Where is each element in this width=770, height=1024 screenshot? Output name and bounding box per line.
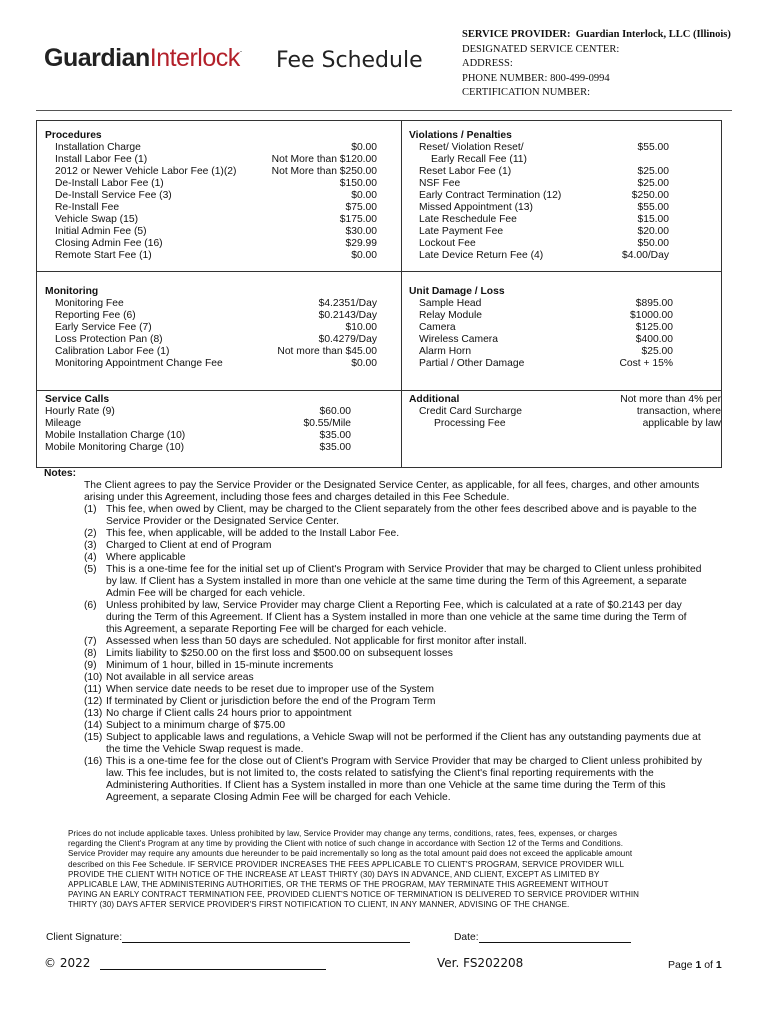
procedures-section [45,130,395,262]
notes-list [44,504,724,804]
fee-label: Closing Admin Fee (16) [55,238,163,249]
fine-print-line: APPLICABLE LAW, THE ADMINISTERING AUTHORITIES, OR THE TERMS OF THE PROGRAM, MAY TERMINATE THIS AGREEMENT WITHOUT [68,880,609,890]
note-item [44,504,724,528]
fee-label: Re-Install Fee [55,202,120,213]
fee-label: Missed Appointment (13) [419,202,533,213]
additional-value-line: applicable by law [642,418,721,429]
fee-value: Not More than $250.00 [271,166,377,177]
fee-row [409,142,717,154]
fee-label: Early Contract Termination (12) [419,190,562,201]
date-field[interactable] [479,932,631,943]
fee-value: $0.55/Mile [303,418,351,429]
fine-print-line: PROVIDE THE CLIENT WITH NOTICE OF THE INCREASE AT LEAST THIRTY (30) DAYS IN ADVANCE, AND CLIENT, EXCEPT AS LIMITED BY [68,869,600,879]
fine-print [68,829,690,911]
fee-row [409,250,717,262]
fee-row [45,142,395,154]
row-divider [37,271,721,272]
note-item [44,552,724,564]
row-divider [37,390,721,391]
column-divider [401,121,402,467]
fee-label: Late Device Return Fee (4) [419,250,544,261]
note-number: (10) [84,672,103,683]
note-line: Agreement, a separate Closing Admin Fee will be charged for each Vehicle. [106,792,451,803]
notes-intro-line: arising under this Agreement, including those fees and charges detailed in this Fee Schedule. [84,492,510,503]
fee-row [409,202,717,214]
fee-row [409,310,717,322]
note-line: Minimum of 1 hour, billed in 15-minute increments [106,660,334,671]
fine-print-line: regarding the Client's Program at any time by providing the Client with notice of such change in accordance with Section 12 of the Terms and Conditions. [68,839,624,849]
note-item [44,648,724,660]
certification-line: CERTIFICATION NUMBER: [462,87,590,98]
fee-row [409,334,717,346]
note-item [44,720,724,732]
note-line: When service date needs to be reset due to improper use of the System [106,684,434,695]
additional-label-line: Credit Card Surcharge [419,406,523,417]
violations-heading: Violations / Penalties [409,130,512,141]
note-line: If terminated by Client or jurisdiction before the end of the Program Term [106,696,436,707]
fee-value: $175.00 [339,214,377,225]
note-item [44,600,724,636]
unit-damage-list [409,298,717,370]
date-row [454,932,631,943]
fee-label: 2012 or Newer Vehicle Labor Fee (1)(2) [55,166,237,177]
date-label: Date: [454,932,479,943]
fee-label: Alarm Horn [419,346,472,357]
fee-value: $15.00 [637,214,669,225]
fee-value: $895.00 [635,298,673,309]
note-line: This is a one-time fee for the close out of Client's Program with Service Provider that may be charged to Client unless prohibited by [106,756,703,767]
fee-label: Early Service Fee (7) [55,322,152,333]
note-item [44,708,724,720]
note-number: (9) [84,660,97,671]
note-number: (4) [84,552,97,563]
fee-label: Mileage [45,418,82,429]
note-line: the time the Vehicle Swap request is made. [106,744,304,755]
fee-label: Initial Admin Fee (5) [55,226,147,237]
fee-label: Mobile Monitoring Charge (10) [45,442,185,453]
note-line: Administering Authorities. If Client has a System installed in more than one Vehicle at the same time during the Term of this [106,780,666,791]
fee-row [409,322,717,334]
note-line: this Agreement, a separate Reporting Fee will be charged for each vehicle. [106,624,447,635]
fee-label: Loss Protection Pan (8) [55,334,163,345]
additional-value-line: transaction, where [636,406,721,417]
fine-print-line: THIRTY (30) DAYS AFTER SERVICE PROVIDER'S FIRST NOTIFICATION TO CLIENT, IN ANY MANNER, ADVISING OF THE CHANGE. [68,900,570,910]
fee-label: De-Install Labor Fee (1) [55,178,164,189]
fee-label: Monitoring Appointment Change Fee [55,358,223,369]
fee-row [45,442,395,454]
fee-row [409,226,717,238]
fee-value: $400.00 [635,334,673,345]
fee-table [36,120,722,468]
note-item [44,564,724,600]
footer-blank-line [100,957,326,970]
notes-section [44,468,724,804]
fee-label: Lockout Fee [419,238,476,249]
fee-row [45,154,395,166]
fine-print-line: Service Provider may require any amounts due hereunder to be paid incrementally so long as the total amount paid does not exceed the applicable amount [68,849,633,859]
fee-value: $150.00 [339,178,377,189]
note-line: This is a one-time fee for the initial set up of Client's Program with Service Provider that may be charged to Client unless prohibited [106,564,702,575]
additional-label-line: Processing Fee [434,418,506,429]
fee-row [45,334,395,346]
note-line: Charged to Client at end of Program [106,540,272,551]
fee-label: Reporting Fee (6) [55,310,136,321]
note-number: (5) [84,564,97,575]
provider-label: SERVICE PROVIDER: [462,29,571,40]
note-number: (12) [84,696,103,707]
fee-row [45,322,395,334]
fee-row [409,214,717,226]
fee-value: $60.00 [319,406,351,417]
copyright-text: © 2022 [44,956,91,970]
fee-value: $25.00 [641,346,673,357]
fee-label: Hourly Rate (9) [45,406,115,417]
monitoring-section [45,286,395,370]
fee-label: Mobile Installation Charge (10) [45,430,186,441]
credit-card-surcharge-value [620,394,721,430]
page-total: 1 [715,959,722,971]
logo-bold-text: Guardian [44,44,150,72]
fee-label: Wireless Camera [419,334,498,345]
fee-row [45,178,395,190]
fee-row [409,298,717,310]
fee-value: Not More than $120.00 [271,154,377,165]
version-label: Ver. FS202208 [437,956,524,970]
fee-value: $25.00 [637,178,669,189]
fee-label: Relay Module [419,310,482,321]
note-number: (15) [84,732,103,743]
fee-value: $0.00 [351,142,377,153]
fee-label: Installation Charge [55,142,141,153]
fee-label: Partial / Other Damage [419,358,525,369]
procedures-list [45,142,395,262]
fee-value: $125.00 [635,322,673,333]
notes-intro-line: The Client agrees to pay the Service Provider or the Designated Service Center, as applicable, for all fees, charges, and other amounts [84,480,700,491]
fee-value: $0.2143/Day [318,310,377,321]
fee-value: $20.00 [637,226,669,237]
page-current: 1 [695,959,702,971]
fee-row [45,226,395,238]
fee-value: Cost + 15% [619,358,673,369]
page-number [668,959,722,971]
note-item [44,732,724,756]
fee-label: Late Reschedule Fee [419,214,517,225]
fee-row [45,310,395,322]
fee-row [409,154,717,166]
note-line: Not available in all service areas [106,672,254,683]
fee-value: $0.00 [351,190,377,201]
note-item [44,528,724,540]
note-line: Where applicable [106,552,186,563]
fee-value: Not more than $45.00 [277,346,377,357]
note-line: Unless prohibited by law, Service Provider may charge Client a Reporting Fee, which is calculated at a rate of $0.2143 per day [106,600,682,611]
fee-value: $250.00 [631,190,669,201]
fine-print-line: PAYING AN EARLY CONTRACT TERMINATION FEE, PROVIDED CLIENT'S NOTICE OF TERMINATION IS DELIVERED TO SERVICE PROVIDER WITHIN [68,890,640,900]
note-item [44,756,724,804]
note-line: Limits liability to $250.00 on the first loss and $500.00 on subsequent losses [106,648,453,659]
fee-label: Remote Start Fee (1) [55,250,152,261]
notes-title: Notes: [44,468,77,479]
additional-section [409,394,721,442]
note-number: (14) [84,720,103,731]
note-line: during the Term of this Agreement. If Client has a System installed in more than one vehicle at the same time during the Term of [106,612,687,623]
address-line: ADDRESS: [462,58,513,69]
fee-row [45,358,395,370]
note-line: Subject to applicable laws and regulations, a Vehicle Swap will not be performed if the Client has any outstanding payments due at [106,732,701,743]
page-title: Fee Schedule [276,48,423,73]
fee-label: De-Install Service Fee (3) [55,190,172,201]
fee-value: $4.2351/Day [318,298,377,309]
fee-row [45,250,395,262]
guardian-interlock-logo [44,44,242,73]
copyright [44,956,326,970]
fee-label: Sample Head [419,298,482,309]
fee-value: $1000.00 [630,310,673,321]
note-item [44,540,724,552]
fee-label: Vehicle Swap (15) [55,214,138,225]
fee-label: Install Labor Fee (1) [55,154,148,165]
note-number: (2) [84,528,97,539]
credit-card-surcharge-label [419,406,522,430]
note-item [44,684,724,696]
logo-light-text: Interlock [149,44,240,72]
fee-row [45,238,395,250]
note-line: This fee, when applicable, will be added to the Install Labor Fee. [106,528,400,539]
fee-row [45,202,395,214]
note-number: (6) [84,600,97,611]
fee-label: Reset/ Violation Reset/ [419,142,524,153]
fee-label: Reset Labor Fee (1) [419,166,512,177]
note-number: (3) [84,540,97,551]
note-item [44,696,724,708]
fee-label: Early Recall Fee (11) [431,154,527,165]
fee-label: Late Payment Fee [419,226,504,237]
procedures-heading: Procedures [45,130,102,141]
fee-value: $0.00 [351,250,377,261]
fee-row [409,166,717,178]
additional-value-line: Not more than 4% per [620,394,721,405]
violations-section [409,130,717,262]
fee-label: Camera [419,322,456,333]
fee-value: $29.99 [345,238,377,249]
fee-row [45,298,395,310]
service-calls-section [45,394,395,454]
fee-row [409,238,717,250]
fee-row [45,166,395,178]
fee-row [409,358,717,370]
note-line: Subject to a minimum charge of $75.00 [106,720,286,731]
note-item [44,636,724,648]
client-signature-row [46,932,410,943]
service-calls-list [45,406,395,454]
note-number: (1) [84,504,97,515]
fee-label: Monitoring Fee [55,298,124,309]
fee-row [45,418,395,430]
note-line: This fee, when owed by Client, may be charged to the Client separately from the other fees described above and is payable to the [106,504,697,515]
fee-value: $35.00 [319,430,351,441]
note-number: (7) [84,636,97,647]
note-line: Admin Fee will be charged for each vehicle. [106,588,306,599]
provider-info [462,28,731,101]
fee-row [45,430,395,442]
fee-value: $50.00 [637,238,669,249]
unit-damage-heading: Unit Damage / Loss [409,286,505,297]
note-item [44,672,724,684]
note-line: Assessed when less than 50 days are scheduled. Not applicable for first monitor after install. [106,636,527,647]
note-line: Service Provider or the Designated Service Center. [106,516,339,527]
page-of: of [701,959,716,971]
fine-print-line: described on this Fee Schedule. IF SERVICE PROVIDER INCREASES THE FEES APPLICABLE TO CLIENT'S PROGRAM, SERVICE PROVIDER WILL [68,859,625,869]
fee-row [45,214,395,226]
note-item [44,660,724,672]
note-number: (11) [84,684,102,695]
header-divider [36,110,732,111]
fee-label: Calibration Labor Fee (1) [55,346,170,357]
fee-label: NSF Fee [419,178,461,189]
fee-value: $10.00 [345,322,377,333]
fine-print-line: Prices do not include applicable taxes. Unless prohibited by law, Service Provider may change any terms, conditions, rates, fees, expenses, or charges [68,829,618,838]
note-number: (16) [84,756,103,767]
note-line: by law. If Client has a System installed in more than one vehicle at the same time during the Term of this Agreement, a separate [106,576,687,587]
service-center-line: DESIGNATED SERVICE CENTER: [462,43,620,55]
fee-value: $4.00/Day [622,250,669,261]
fee-value: $55.00 [637,202,669,213]
fee-row [409,346,717,358]
service-calls-heading: Service Calls [45,394,110,405]
violations-list [409,142,717,262]
fee-row [45,346,395,358]
phone-line: PHONE NUMBER: 800-499-0994 [462,72,610,84]
provider-value: Guardian Interlock, LLC (Illinois) [575,29,731,40]
fee-value: $25.00 [637,166,669,177]
unit-damage-section [409,286,717,370]
monitoring-heading: Monitoring [45,286,99,297]
document-header [0,0,770,112]
note-line: No charge if Client calls 24 hours prior to appointment [106,708,352,719]
fee-value: $0.00 [351,358,377,369]
note-number: (13) [84,708,103,719]
fee-row [45,190,395,202]
fee-row [409,190,717,202]
fee-value: $55.00 [637,142,669,153]
fee-value: $35.00 [319,442,351,453]
provider-line [462,28,731,43]
fee-row [409,178,717,190]
fee-row [45,406,395,418]
page-prefix: Page [668,959,696,971]
fee-value: $30.00 [345,226,377,237]
logo-mark: . [239,44,242,54]
fee-value: $75.00 [345,202,377,213]
note-line: law. This fee includes, but is not limited to, the costs related to satisfying the Client's final reporting requirements with the [106,768,654,779]
monitoring-list [45,298,395,370]
fee-value: $0.4279/Day [318,334,377,345]
note-number: (8) [84,648,97,659]
additional-heading: Additional [409,394,460,405]
client-signature-field[interactable] [122,932,410,943]
client-signature-label: Client Signature: [46,932,123,943]
